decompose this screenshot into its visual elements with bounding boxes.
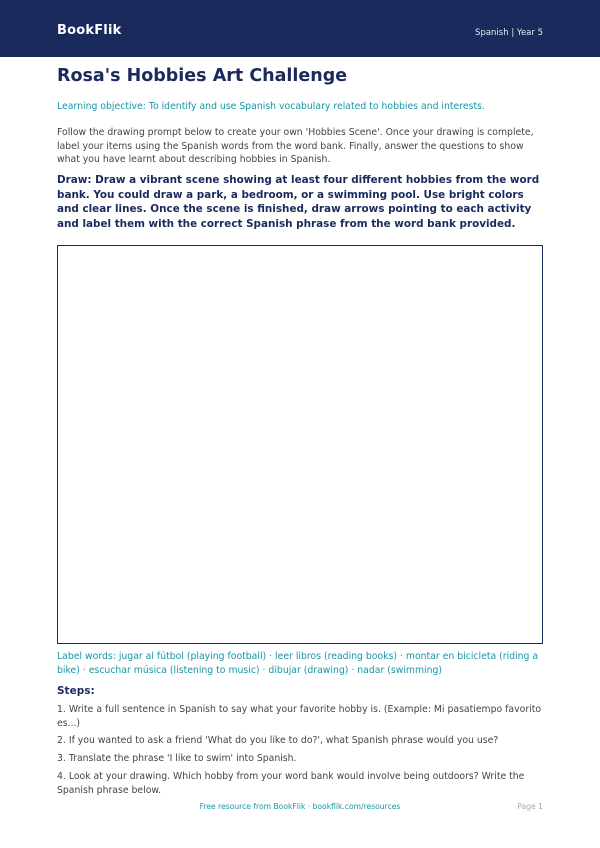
label-word-bank: Label words: jugar al fútbol (playing football) · leer libros (reading books) · montar en bicicleta (riding a bike) · escuchar música (listening to music) · dibujar (drawing) · nadar (swimming) [57,651,539,676]
step-item: 3. Translate the phrase 'I like to swim' into Spanish. [57,753,297,765]
step-item: 2. If you wanted to ask a friend 'What do you like to do?', what Spanish phrase would you use? [57,735,499,747]
step-item: 4. Look at your drawing. Which hobby from your word bank would involve being outdoors? Write the Spanish phrase below. [57,770,525,796]
steps-heading: Steps: [57,685,95,697]
header-bar [0,0,600,57]
subject-year-label: Spanish | Year 5 [475,28,543,38]
learning-objective: Learning objective: To identify and use Spanish vocabulary related to hobbies and interests. [57,101,485,112]
brand-logo-text[interactable]: BookFlik [57,23,122,38]
step-item: 1. Write a full sentence in Spanish to say what your favorite hobby is. (Example: Mi pasatiempo favorito es...) [57,704,542,729]
footer [0,802,600,816]
drawing-area [57,245,543,644]
intro-paragraph: Follow the drawing prompt below to create your own 'Hobbies Scene'. Once your drawing is complete, label your items using the Spanish words from the word bank. Finally, answer the questions to show what you have learnt about describing hobbies in Spanish. [57,127,534,166]
page-number: Page 1 [517,802,543,811]
footer-credit-link[interactable]: Free resource from BookFlik · bookflik.com/resources [199,802,401,811]
steps-list [57,703,543,801]
drawing-prompt: Draw: Draw a vibrant scene showing at least four different hobbies from the word bank. You could draw a park, a bedroom, or a swimming pool. Use bright colors and clear lines. Once the scene is finished, draw arrows pointing to each activity and label them with the correct Spanish phrase from the word bank provided. [57,174,540,231]
worksheet-title: Rosa's Hobbies Art Challenge [57,66,348,86]
